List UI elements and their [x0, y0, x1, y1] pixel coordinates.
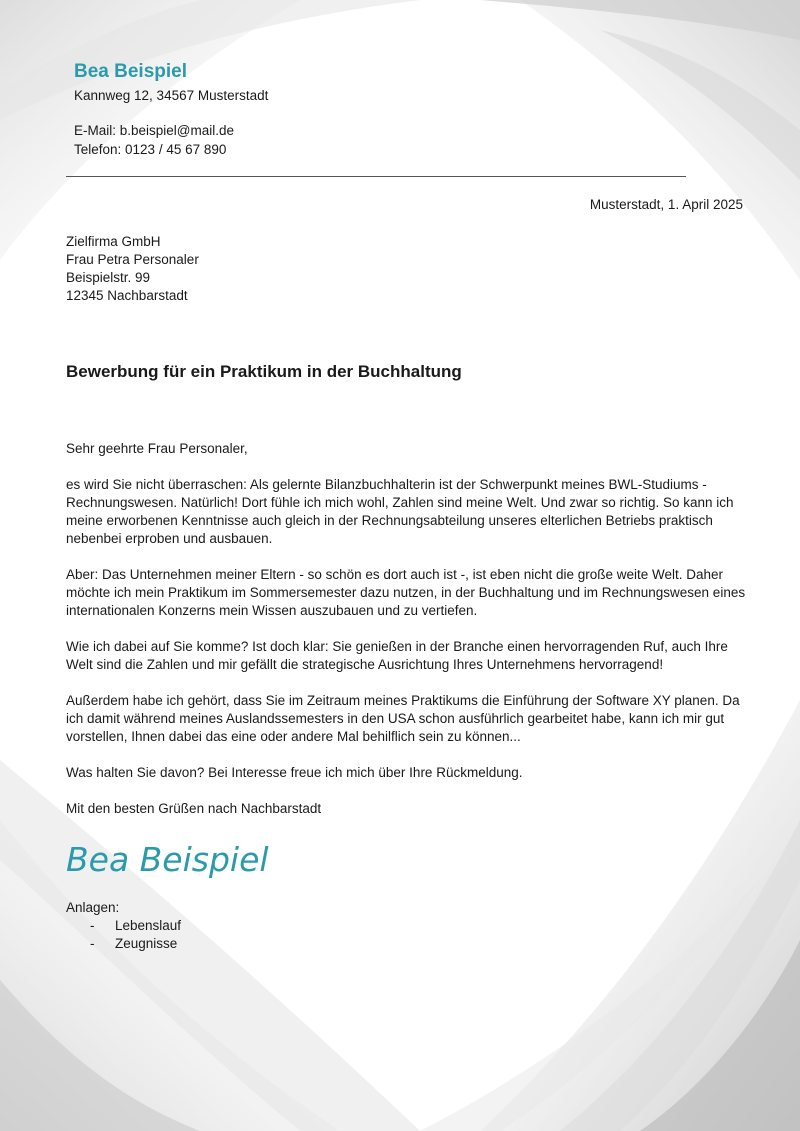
list-item: - Zeugnisse: [90, 936, 178, 951]
body-paragraph: Aber: Das Unternehmen meiner Eltern - so schön es dort auch ist -, ist eben nicht die große weite Welt. Daher möchte ich mein Praktikum im Sommersemester dazu nutzen, in der Buchhaltung und im Rechnungswesen eines internationalen Konzerns mein Wissen auszubauen und zu vertiefen.: [66, 567, 746, 618]
attachment-name: Lebenslauf: [115, 918, 182, 933]
salutation: Sehr geehrte Frau Personaler,: [66, 441, 248, 456]
recipient-city: 12345 Nachbarstadt: [66, 288, 188, 303]
letter-body: [66, 440, 756, 836]
attachments-list: [66, 917, 181, 953]
letter-subject: Bewerbung für ein Praktikum in der Buchhaltung: [66, 362, 462, 381]
attachment-name: Zeugnisse: [115, 936, 178, 951]
closing: Mit den besten Grüßen nach Nachbarstadt: [66, 801, 322, 816]
attachments-block: [66, 899, 181, 953]
signature: Bea Beispiel: [66, 840, 269, 879]
letter-date: Musterstadt, 1. April 2025: [589, 197, 743, 212]
recipient-person: Frau Petra Personaler: [66, 252, 199, 267]
body-paragraph: es wird Sie nicht überraschen: Als gelernte Bilanzbuchhalterin ist der Schwerpunkt meines BWL-Studiums - Rechnungswesen. Natürlich! Dort fühle ich mich wohl, Zahlen sind meine Welt. Und zwar so richtig. So kann ich meine erworbenen Kenntnisse auch gleich in der Rechnungsabteilung unseres elterlichen Betriebs praktisch nebenbei erproben und ausbauen.: [66, 477, 734, 546]
body-paragraph: Wie ich dabei auf Sie komme? Ist doch klar: Sie genießen in der Branche einen hervorragenden Ruf, auch Ihre Welt sind die Zahlen und mir gefällt die strategische Ausrichtung Ihres Unternehmens hervorragend!: [66, 639, 728, 672]
attachments-label: Anlagen:: [66, 900, 120, 915]
header-divider: [66, 176, 686, 177]
sender-name: Bea Beispiel: [74, 61, 187, 82]
sender-address: Kannweg 12, 34567 Musterstadt: [74, 88, 269, 103]
recipient-block: [66, 233, 199, 305]
list-item: - Lebenslauf: [90, 918, 182, 933]
body-paragraph: Was halten Sie davon? Bei Interesse freue ich mich über Ihre Rückmeldung.: [66, 765, 523, 780]
recipient-company: Zielfirma GmbH: [66, 234, 161, 249]
sender-phone: Telefon: 0123 / 45 67 890: [74, 142, 227, 157]
sender-email: E-Mail: b.beispiel@mail.de: [74, 123, 235, 138]
body-paragraph: Außerdem habe ich gehört, dass Sie im Zeitraum meines Praktikums die Einführung der Software XY planen. Da ich damit während meines Auslandssemesters in den USA schon ausführlich gearbeitet habe, kann ich mir gut vorstellen, Ihnen dabei das eine oder andere Mal behilflich sein zu können...: [66, 693, 740, 744]
recipient-street: Beispielstr. 99: [66, 270, 151, 285]
